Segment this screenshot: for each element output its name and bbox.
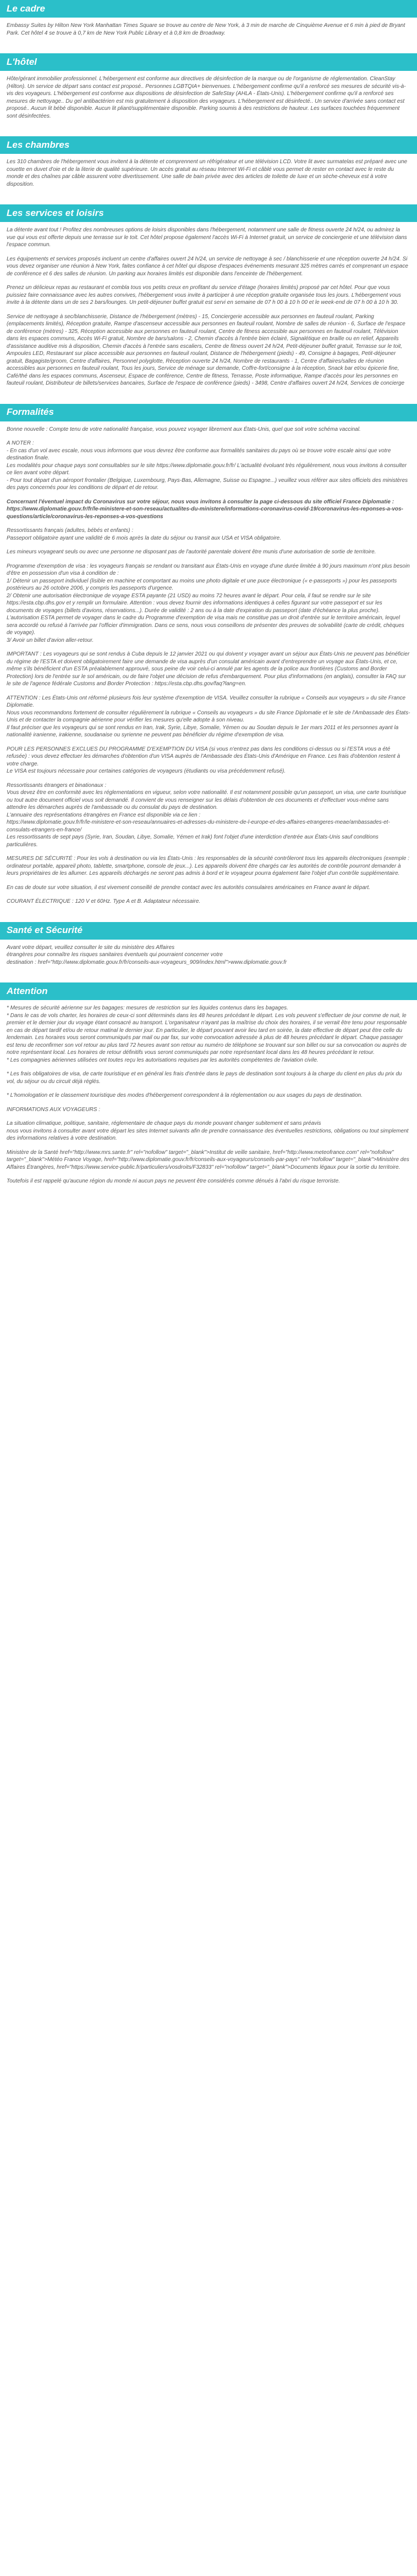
formalites-paragraph-9: POUR LES PERSONNES EXCLUES DU PROGRAMME D'EXEMPTION DU VISA (si vous n'entrez pas dans les conditions ci-dessus ou si l'ESTA vous a été refusée) : vous devez effectuer les démarches d'obtention d'un VISA auprès de l'Ambassade des États-Unis d'Amérique en France. Les frais d'obtention restent à votre charge. Le VISA est toujours nécessaire pour certaines catégories de voyageurs (étudiants ou visa précédemment refusé). [7, 746, 400, 774]
section-body-formalites [0, 426, 417, 906]
section-header-services [0, 204, 417, 222]
section-header-cadre [0, 0, 417, 18]
section-body-attention [0, 1004, 417, 1185]
attention-paragraph-4: INFORMATIONS AUX VOYAGEURS : [7, 1106, 101, 1113]
sante-paragraph: Avant votre départ, veuillez consulter le site du ministère des Affaires étrangères pour connaître les risques sanitaires éventuels qui pourraient concerner votre destination : href="http://www.diplomatie.gouv.fr/fr/conseils-aux-voyageurs_909/index.html">www.diplomatie.gouv.fr [7, 944, 287, 965]
section-title-sante: Santé et Sécurité [7, 925, 83, 936]
attention-paragraph-7: Toutefois il est rappelé qu'aucune région du monde ni aucun pays ne peuvent être considérés comme dénués à l'abri du risque terroriste. [7, 1178, 341, 1184]
services-paragraph-3: Prenez un délicieux repas au restaurant et combla tous vos petits creux en profitant du service d'étage (horaires limités) proposé par cet hôtel. Pour que vous puissiez faire connaissance avec les autres convives, l'hébergement vous invite à participer à une réception gratuite organisée tous les jours. L'hébergement vous invite à la détente dans un de ses 2 bars/lounges. Un petit-déjeuner buffet gratuit est servi en semaine de 07 h 00 à 10 h 00 et le week-end de 07 h 00 à 10 h 30. [7, 285, 402, 306]
section-title-formalites: Formalités [7, 407, 54, 418]
formalites-paragraph-12: En cas de doute sur votre situation, il est vivement conseillé de prendre contact avec les autorités consulaires américaines en France avant le départ. [7, 884, 370, 891]
formalites-paragraph-2: A NOTER : - En cas d'un vol avec escale, nous vous informons que vous devrez être conforme aux formalités sanitaires du pays où se trouve votre escale ainsi que votre destination finale. Les modalités pour chaque pays sont consultables sur le site https://www.diplomatie.gouv.fr/fr/ L'actualité évoluant très régulièrement, nous vous invitons à consulter ce lien avant votre départ. - Pour tout départ d'un aéroport frontalier (Belgique, Luxembourg, Pays-Bas, Allemagne, Suisse ou Espagne...) veuillez vous référer aux sites officiels des ministères des pays concernés pour les conditions de départ et de retour. [7, 440, 408, 491]
attention-paragraph-5: La situation climatique, politique, sanitaire, réglementaire de chaque pays du monde pouvant changer subitement et sans préavis nous vous invitons à consulter avant votre départ les sites Internet suivants afin de prendre connaissance des éventuelles restrictions, obligations ou tout simplement des informations relatives à votre destination. [7, 1120, 409, 1141]
services-paragraph-2: Les équipements et services proposés incluent un centre d'affaires ouvert 24 h/24, un service de nettoyage à sec / blanchisserie et une réception ouverte 24 h/24. Si vous devez organiser une réunion à New York, faites confiance à cet hôtel qui dispose d'espaces événements mesurant 325 mètres carrés et comprenant un espace de conférence et 6 des salles de réunion. Un parking aux horaires limités est disponible dans l'enceinte de l'hébergement. [7, 256, 408, 277]
formalites-coronavirus-link[interactable]: Concernant l'éventuel impact du Coronavirus sur votre séjour, nous vous invitons à consulter la page ci-dessous du site officiel France Diplomatie : https://www.diplomatie.gouv.fr/fr/le-ministere-et-son-reseau/actualites-du-ministere/informations-coronavirus-covid-19/coronavirus-les-reponses-a-vos-questions/article/coronavirus-les-reponses-a-vos-questions [7, 498, 403, 520]
formalites-paragraph-5: Les mineurs voyageant seuls ou avec une personne ne disposant pas de l'autorité parentale doivent être munis d'une autorisation de sortie de territoire. [7, 549, 376, 555]
formalites-paragraph-13: COURANT ÉLECTRIQUE : 120 V et 60Hz. Type A et B. Adaptateur nécessaire. [7, 898, 201, 904]
section-title-attention: Attention [7, 985, 48, 996]
attention-paragraph-6: Ministère de la Santé href="http://www.mrs.sante.fr" rel="nofollow" target="_blank">Institut de veille sanitaire, href="http://www.meteofrance.com" rel="nofollow" target="_blank">Météo France Voyage, href="http://www.diplomatie.gouv.fr/fr/conseils-aux-voyageurs/conseils-par-pays" rel="nofollow" target="_blank">Ministère des Affaires Étrangères, href="https://www.service-public.fr/particuliers/vosdroits/F32833" rel="nofollow" target="_blank">Documents légaux pour la sortie du territoire. [7, 1149, 409, 1170]
services-paragraph-1: La détente avant tout ! Profitez des nombreuses options de loisirs disponibles dans l'hébergement, notamment une salle de fitness ouverte 24 h/24, ou admirez la vue qui vous est offerte depuis une terrasse sur le toit. Cet hôtel propose également l'accès Wi-Fi à Internet gratuit, un service de conciergerie et une télévision dans l'espace commun. [7, 227, 407, 248]
section-body-cadre [0, 22, 417, 37]
attention-paragraph-2: * Les frais obligatoires de visa, de carte touristique et en général les frais d'entrée dans le pays de destination sont toujours à la charge du client en plus du prix du vol, du séjour ou du circuit déjà réglés. [7, 1071, 402, 1085]
section-body-chambres [0, 158, 417, 188]
cadre-paragraph: Embassy Suites by Hilton New York Manhattan Times Square se trouve au centre de New York, à 3 min de marche de Cinquième Avenue et 6 min à pied de Bryant Park. Cet hôtel 4 se trouve à 0,7 km de New York Public Library et à 0,8 km de Broadway. [7, 23, 405, 36]
section-body-services [0, 226, 417, 387]
section-header-hotel [0, 53, 417, 71]
section-header-attention [0, 982, 417, 1000]
section-body-hotel [0, 75, 417, 120]
section-header-formalites [0, 404, 417, 421]
section-header-sante [0, 922, 417, 940]
formalites-paragraph-11: MESURES DE SÉCURITÉ : Pour les vols à destination ou via les États-Unis : les responsables de la sécurité contrôleront tous les appareils électroniques (exemple : ordinateur portable, appareil photo, tablette, smartphone, console de jeux...). Les appareils doivent être chargés car les autorités de contrôle pourront demander à leurs propriétaires de les allumer. Les appareils déchargés ne seront pas admis à bord et le voyageur pourra également faire l'objet d'un contrôle supplémentaire. [7, 856, 410, 876]
section-header-chambres [0, 136, 417, 154]
chambres-paragraph: Les 310 chambres de l'hébergement vous invitent à la détente et comprennent un réfrigérateur et une télévision LCD. Votre lit avec surmatelas est préparé avec une couette en duvet d'oie et de la literie de qualité supérieure. Un accès gratuit au réseau Internet Wi-Fi et câblé vous permet de rester en contact avec le reste du monde et des chaînes par câble assurent votre divertissement. Une salle de bain privée avec des articles de toilette de luxe et un sèche-cheveux est à votre disposition. [7, 159, 408, 187]
section-title-cadre: Le cadre [7, 3, 45, 14]
formalites-paragraph-7: IMPORTANT : Les voyageurs qui se sont rendus à Cuba depuis le 12 janvier 2021 ou qui doivent y voyager avant un séjour aux États-Unis ne peuvent pas bénéficier du régime de l'ESTA et doivent obligatoirement faire une demande de visa auprès d'un consulat américain avant d'entreprendre un voyage aux États-Unis, et ce, même s'ils bénéficient d'un ESTA préalablement approuvé, sous peine de voir celui-ci annulé par les agents de la police aux frontières (Customs and Border Protection) lors de l'entrée sur le sol américain, ou de faire l'objet une décision de refus d'embarquement. Pour plus d'informations (en anglais), consulter la FAQ sur le site de l'agence fédérale Customs and Border Protection : https://esta.cbp.dhs.gov/faq?lang=en. [7, 651, 410, 687]
formalites-paragraph-4: Ressortissants français (adultes, bébés et enfants) : Passeport obligatoire ayant une validité de 6 mois après la date du séjour ou transit aux USA et VISA obligatoire. [7, 528, 281, 541]
section-title-hotel: L'hôtel [7, 56, 37, 67]
services-paragraph-4: Service de nettoyage à sec/blanchisserie, Distance de l'hébergement (mètres) - 15, Conciergerie accessible aux personnes en fauteuil roulant, Parking (emplacements limités), Réception gratuite, Rampe d'ascenseur accessible aux personnes en fauteuil roulant, Nombre de salles de réunion - 6, Surface de l'espace de conférence (mètres) - 325, Réception accessible aux personnes en fauteuil roulant, Centre de fitness accessible aux personnes en fauteuil roulant, Télévision dans les espaces communs, Accès Wi-Fi gratuit, Nombre de bars/salons - 2, Chemin d'accès à l'entrée bien éclairé, Signalétique en braille ou en relief, Appareils d'assistance auditive mis à disposition, Chemin d'accès à l'entrée sans escaliers, Centre de fitness ouvert 24 h/24, Petit-déjeuner buffet gratuit, Terrasse sur le toit, Ampoules LED, Restaurant sur place accessible aux personnes en fauteuil roulant, Distance de l'hébergement (pieds) - 49, Consigne à bagages, Petit-déjeuner gratuit, Bagagiste/groom, Centre d'affaires, Personnel polyglotte, Réception ouverte 24 h/24, Nombre de restaurants - 1, Centre d'affaires/salles de réunion accessibles aux personnes en fauteuil roulant, Tous les jours, Service de ménage sur demande, Coffre-fort/consigne à la réception, Snack bar et/ou épicerie fine, Café/thé dans les espaces communs, Ascenseur, Espace de conférence, Centre de fitness, Terrasse, Poste informatique, Rampe d'accès pour les personnes en fauteuil roulant, Distributeur de billets/services bancaires, Surface de l'espace de conférence (pieds) - 3498, Centre d'affaires ouvert 24 h/24, Services de concierge [7, 313, 405, 386]
formalites-paragraph-10: Ressortissants étrangers et binationaux : Vous devez être en conformité avec les réglementations en vigueur, selon votre nationalité. Il est notamment possible qu'un passeport, un visa, une carte touristique ou tout autre document officiel vous soit demandé. Il convient de vous renseigner sur les délais d'obtention de ces documents et d'effectuer vous-même sans attendre les démarches auprès de l'ambassade ou du consulat du pays de destination. L'annuaire des représentations étrangères en France est disponible via ce lien : https://www.diplomatie.gouv.fr/fr/le-ministere-et-son-reseau/annuaires-et-adresses-du-ministere-de-l-europe-et-des-affaires-etrangeres-meae/ambassades-et-consulats-etrangers-en-france/ Les ressortissants de sept pays (Syrie, Iran, Soudan, Libye, Somalie, Yémen et Irak) font l'objet d'une interdiction d'entrée aux États-Unis sauf conditions particulières. [7, 782, 407, 848]
page [0, 0, 417, 1185]
hotel-paragraph: Hôte/gérant immobilier professionnel. L'hébergement est conforme aux directives de désinfection de la marque ou de l'organisme de réglementation. CleanStay (Hilton). Un service de départ sans contact est proposé.. Personnes LGBTQIA+ bienvenues. L'hébergement confirme qu'il a renforcé ses mesures de sécurité vis-à-vis des voyageurs. L'hébergement est conforme aux dispositions de désinfection de SafeStay (AHLA - États-Unis). L'hébergement confirme qu'il a renforcé ses mesures de nettoyage.. Du gel antibactérien est mis gratuitement à disposition des voyageurs. L'hébergement est désinfecté.. Un service d'arrivée sans contact est proposé.. Aucun lit bébé disponible. Aucun lit pliant/supplémentaire disponible. Parking soumis à des restrictions de hauteur. Les surfaces touchées fréquemment sont désinfectées. [7, 76, 406, 119]
section-title-chambres: Les chambres [7, 139, 70, 150]
formalites-paragraph-1: Bonne nouvelle : Compte tenu de votre nationalité française, vous pouvez voyager librement aux États-Unis, quel que soit votre schéma vaccinal. [7, 426, 361, 432]
formalites-paragraph-8: ATTENTION : Les États-Unis ont réformé plusieurs fois leur système d'exemption de VISA. Veuillez consulter la rubrique « Conseils aux voyageurs » du site France Diplomatie. Nous vous recommandons fortement de consulter régulièrement la rubrique « Conseils au voyageurs » du site France Diplomatie et le site de l'Ambassade des États-Unis et de contacter la compagnie aérienne pour vérifier les mesures qu'elle adopte à son niveau. Il faut préciser que les voyageurs qui se sont rendus en Iran, Irak, Syrie, Libye, Somalie, Yémen ou au Soudan depuis le 1er mars 2011 et les personnes ayant la nationalité iranienne, irakienne, soudanaise ou syrienne ne peuvent pas bénéficier du régime d'exemption de visa. [7, 695, 410, 738]
formalites-paragraph-6: Programme d'exemption de visa : les voyageurs français se rendant ou transitant aux États-Unis en voyage d'une durée limitée à 90 jours maximum n'ont plus besoin d'être en possession d'un visa à condition de : 1/ Détenir un passeport individuel (lisible en machine et comportant au moins une photo digitale et une puce électronique (« e-passeports ») pour les passeports postérieurs au 26 octobre 2006, y compris les passeports d'urgence. 2/ Obtenir une autorisation électronique de voyage ESTA payante (21 USD) au moins 72 heures avant le départ. Pour cela, il faut se rendre sur le site https://esta.cbp.dhs.gov et y remplir un formulaire. Attention : vous devez fournir des informations identiques à celles figurant sur votre passeport et sur les documents de voyages (billets d'avions, réservations...). Durée de validité : 2 ans ou à la date d'expiration du passeport (date d'échéance la plus proche). L'autorisation ESTA permet de voyager dans le cadre du Programme d'exemption de visa mais ne constitue pas un droit d'entrée sur le territoire américain, lequel sera accordé ou refusé à l'arrivée par l'officier d'immigration. Dans ce sens, nous vous conseillons de présenter des preuves de solvabilité (carte de crédit, chèques de voyage). 3/ Avoir un billet d'avion aller-retour. [7, 563, 410, 643]
attention-paragraph-1: * Mesures de sécurité aérienne sur les bagages: mesures de restriction sur les liquides contenus dans les bagages. * Dans le cas de vols charter, les horaires de ceux-ci sont déterminés dans les 48 heures précédant le départ. Les vols peuvent s'effectuer de jour comme de nuit, le premier et le dernier jour du voyage étant consacré au transport. L'organisateur n'ayant pas la maîtrise du choix des horaires, il se verrait être tenu pour responsable en cas de départ tardif et/ou de retour matinal le dernier jour. En particulier, le départ pouvant avoir lieu tard en soirée, la date effective de départ peut être celle du lendemain. Les horaires vous seront communiqués par mail ou par fax, sur votre convocation adressée à plus de 48 heures précédant le départ. Chaque passager est tenu de reconfirmer son vol retour au plus tard 72 heures avant son retour au numéro de téléphone se trouvant sur son billet ou sur sa convocation ou auprès de notre représentant local. Les horaires de retour définitifs vous seront communiqués par notre représentant local dans les 48 heures précédant le retour. * Les compagnies aériennes utilisées ont toutes reçu les autorisations requises par les autorités compétentes de l'aviation civile. [7, 1005, 407, 1063]
attention-paragraph-3: * L'homologation et le classement touristique des modes d'hébergement correspondent à la réglementation ou aux usages du pays de destination. [7, 1092, 363, 1098]
section-title-services: Les services et loisirs [7, 207, 104, 218]
section-body-sante [0, 944, 417, 967]
